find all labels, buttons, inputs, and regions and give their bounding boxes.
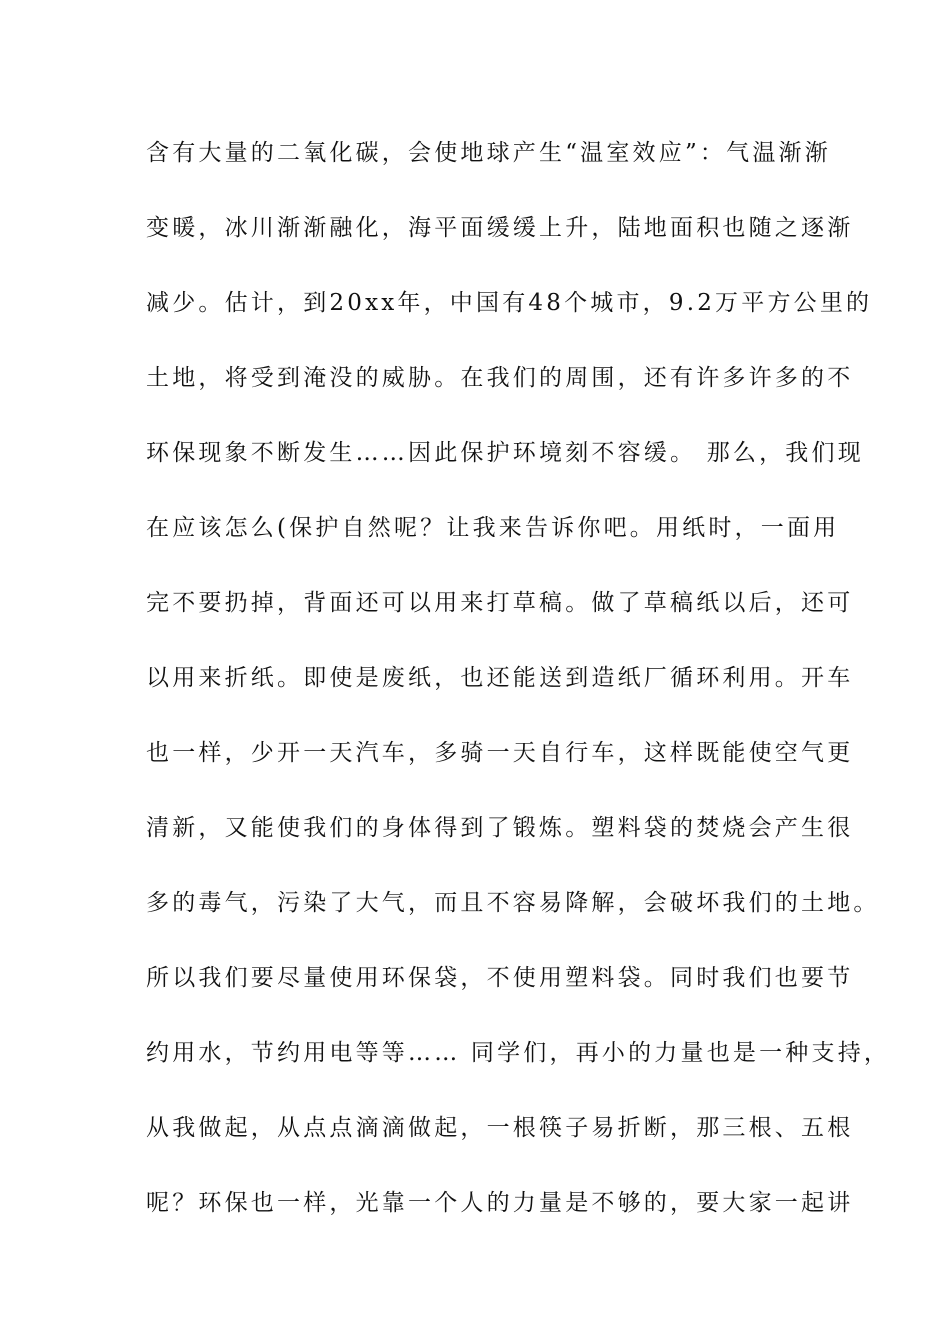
text-line: 变暖，冰川渐渐融化，海平面缓缓上升，陆地面积也随之逐渐 bbox=[146, 215, 854, 241]
text-line: 从我做起，从点点滴滴做起，一根筷子易折断，那三根、五根 bbox=[146, 1115, 854, 1141]
text-line: 呢？环保也一样，光靠一个人的力量是不够的，要大家一起讲 bbox=[146, 1190, 854, 1216]
text-line: 减少。估计，到20xx年，中国有48个城市，9.2万平方公里的 bbox=[146, 290, 873, 316]
text-line: 在应该怎么(保护自然呢？让我来告诉你吧。用纸时，一面用 bbox=[146, 515, 840, 541]
body-text bbox=[146, 130, 891, 1255]
text-line: 多的毒气，污染了大气，而且不容易降解，会破坏我们的土地。 bbox=[146, 890, 880, 916]
text-line: 含有大量的二氧化碳，会使地球产生“温室效应”：气温渐渐 bbox=[146, 140, 831, 166]
text-line: 环保现象不断发生……因此保护环境刻不容缓。 那么，我们现 bbox=[146, 440, 864, 466]
text-line: 约用水，节约用电等等…… 同学们，再小的力量也是一种支持， bbox=[146, 1040, 891, 1066]
text-line: 以用来折纸。即使是废纸，也还能送到造纸厂循环利用。开车 bbox=[146, 665, 854, 691]
text-line: 所以我们要尽量使用环保袋，不使用塑料袋。同时我们也要节 bbox=[146, 965, 854, 991]
text-line: 清新，又能使我们的身体得到了锻炼。塑料袋的焚烧会产生很 bbox=[146, 815, 854, 841]
text-line: 也一样，少开一天汽车，多骑一天自行车，这样既能使空气更 bbox=[146, 740, 854, 766]
text-line: 完不要扔掉，背面还可以用来打草稿。做了草稿纸以后，还可 bbox=[146, 590, 854, 616]
text-line: 土地，将受到淹没的威胁。在我们的周围，还有许多许多的不 bbox=[146, 365, 854, 391]
